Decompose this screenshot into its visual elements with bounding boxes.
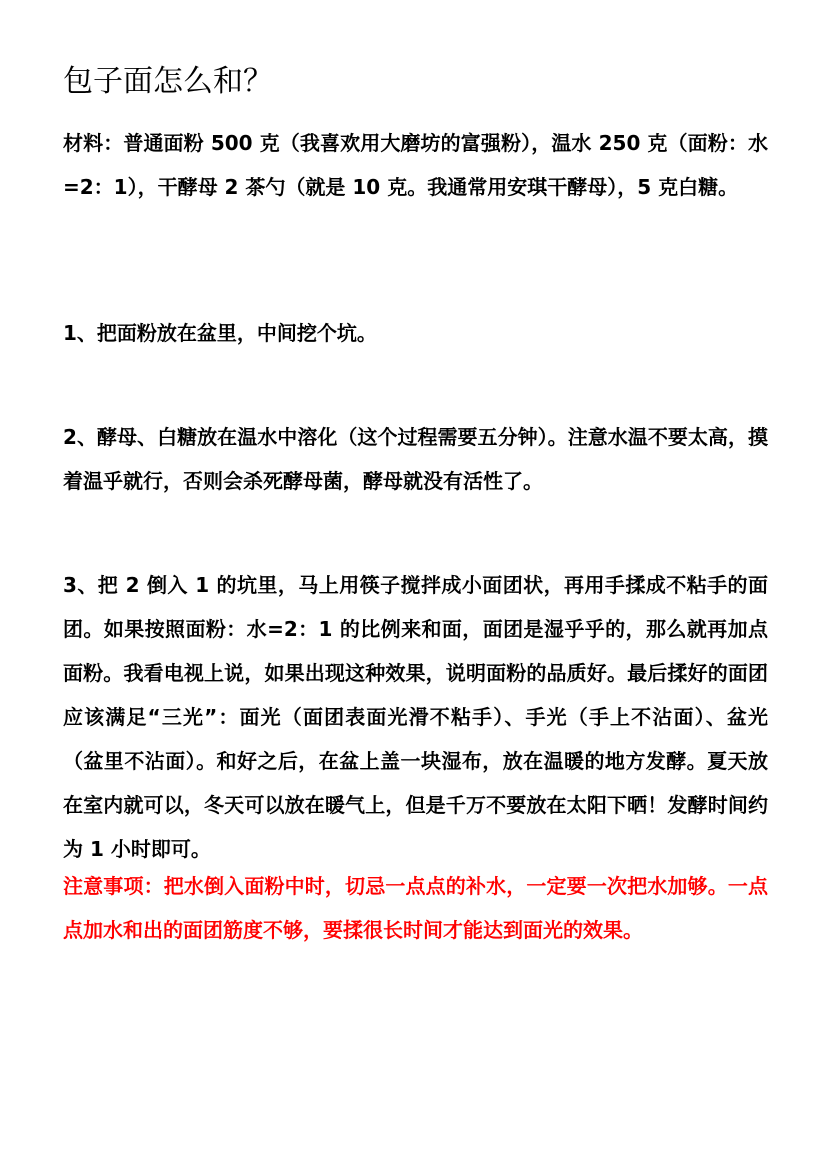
materials-paragraph: 材料：普通面粉 500 克（我喜欢用大磨坊的富强粉），温水 250 克（面粉：水=2：1），干酵母 2 茶勺（就是 10 克。我通常用安琪干酵母），5 克白糖。 [63, 131, 768, 199]
step-1-paragraph: 1、把面粉放在盆里，中间挖个坑。 [63, 321, 377, 345]
step-3-paragraph: 3、把 2 倒入 1 的坑里，马上用筷子搅拌成小面团状，再用手揉成不粘手的面团。如果按照面粉：水=2：1 的比例来和面，面团是湿乎乎的，那么就再加点面粉。我看电视上说，如果出现这种效果，说明面粉的品质好。最后揉好的面团应该满足“三光”：面光（面团表面光滑不粘手）、手光（手上不沾面）、盆光（盆里不沾面）。和好之后，在盆上盖一块湿布，放在温暖的地方发酵。夏天放在室内就可以，冬天可以放在暖气上，但是千万不要放在太阳下晒！发酵时间约为 1 小时即可。 [63, 573, 768, 861]
step-2-paragraph: 2、酵母、白糖放在温水中溶化（这个过程需要五分钟）。注意水温不要太高，摸着温乎就行，否则会杀死酵母菌，酵母就没有活性了。 [63, 425, 768, 493]
caution-note: 注意事项：把水倒入面粉中时，切忌一点点的补水，一定要一次把水加够。一点点加水和出的面团筋度不够，要揉很长时间才能达到面光的效果。 [63, 874, 768, 942]
page-title: 包子面怎么和？ [63, 64, 273, 99]
